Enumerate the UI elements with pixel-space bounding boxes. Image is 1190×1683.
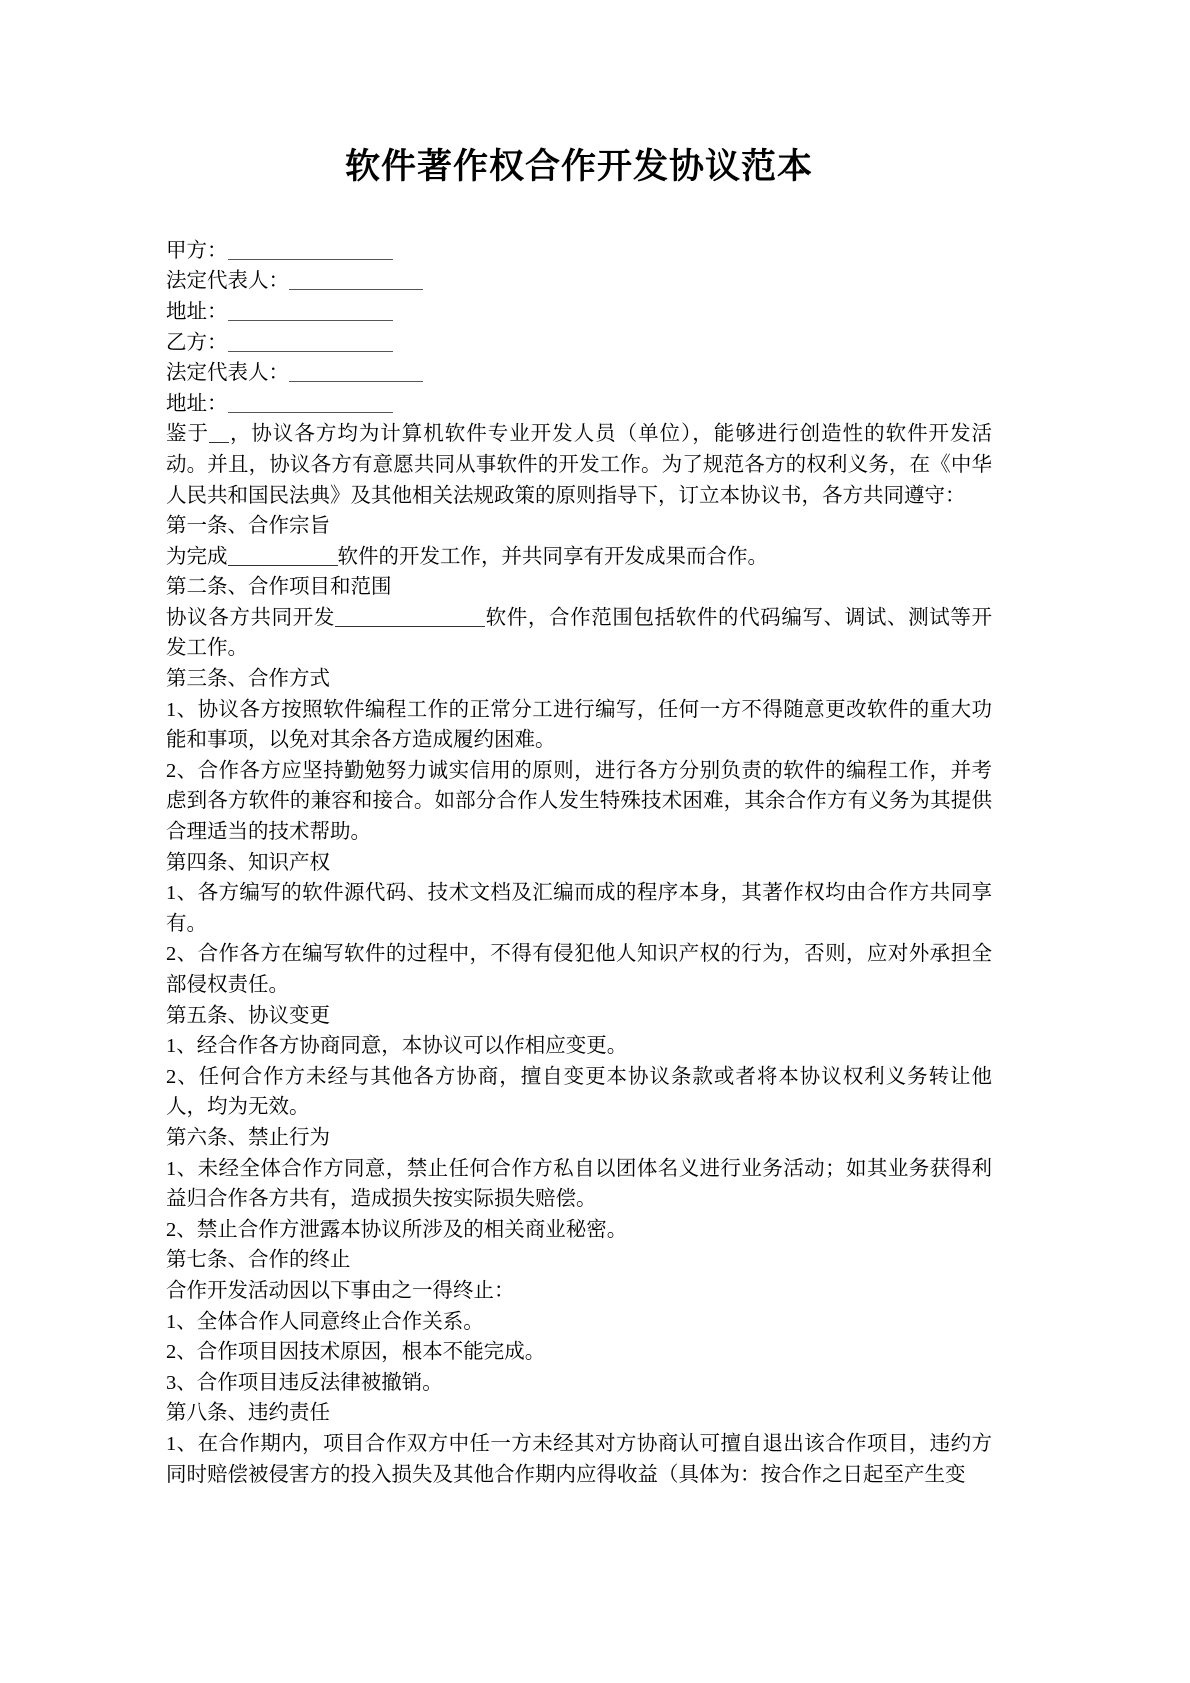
article-heading-4: 第四条、知识产权 — [166, 851, 330, 874]
article-2-software-name-blank[interactable] — [335, 610, 485, 627]
article-2-item-1-before: 协议各方共同开发 — [166, 606, 335, 629]
address-b-blank[interactable] — [228, 396, 393, 413]
party-line-party-b — [166, 328, 992, 359]
article-7-item-3: 3、合作项目违反法律被撤销。 — [166, 1371, 443, 1394]
article-1-software-name-blank[interactable] — [228, 549, 338, 566]
article-heading-5: 第五条、协议变更 — [166, 1004, 330, 1027]
article-heading-2: 第二条、合作项目和范围 — [166, 576, 392, 599]
article-1-item-1-after: 软件的开发工作，并共同享有开发成果而合作。 — [337, 545, 768, 568]
party-line-legal-rep-b — [166, 358, 992, 389]
preamble-lead: 鉴于 — [166, 423, 209, 446]
preamble-rest: ，协议各方均为计算机软件专业开发人员（单位），能够进行创造性的软件开发活动。并且，协议各方有意愿共同从事软件的开发工作。为了规范各方的权利义务，在《中华人民共和国民法典》及其他相关法规政策的原则指导下，订立本协议书，各方共同遵守： — [166, 423, 993, 507]
article-7-item-1: 1、全体合作人同意终止合作关系。 — [166, 1310, 484, 1333]
document-body — [166, 419, 992, 1490]
article-3-item-2: 2、合作各方应坚持勤勉努力诚实信用的原则，进行各方分别负责的软件的编程工作，并考虑到各方软件的兼容和接合。如部分合作人发生特殊技术困难，其余合作方有义务为其提供合理适当的技术帮助。 — [166, 759, 992, 844]
address-a-blank[interactable] — [228, 304, 393, 321]
article-3-item-1: 1、协议各方按照软件编程工作的正常分工进行编写，任何一方不得随意更改软件的重大功能和事项，以免对其余各方造成履约困难。 — [166, 698, 992, 752]
party-information-block — [166, 236, 992, 420]
party-a-blank[interactable] — [228, 243, 393, 260]
article-8-item-1: 1、在合作期内，项目合作双方中任一方未经其对方协商认可擅自退出该合作项目，违约方同时赔偿被侵害方的投入损失及其他合作期内应得收益（具体为：按合作之日起至产生变 — [166, 1432, 992, 1486]
article-4-item-1: 1、各方编写的软件源代码、技术文档及汇编而成的程序本身，其著作权均由合作方共同享有。 — [166, 882, 992, 935]
party-line-address-b — [166, 389, 992, 420]
article-7-intro: 合作开发活动因以下事由之一得终止： — [166, 1279, 515, 1302]
party-line-legal-rep-a — [166, 266, 992, 297]
article-2-item-1-after: 软件，合作范围包括软件的代码编写、调试、测试等开发工作。 — [166, 606, 992, 660]
legal-rep-a-label: 法定代表人： — [166, 270, 289, 293]
legal-rep-b-blank[interactable] — [289, 365, 423, 382]
article-6-item-1: 1、未经全体合作方同意，禁止任何合作方私自以团体名义进行业务活动；如其业务获得利益归合作各方共有，造成损失按实际损失赔偿。 — [166, 1157, 992, 1211]
title-spacer — [166, 189, 992, 236]
article-heading-6: 第六条、禁止行为 — [166, 1126, 330, 1149]
page-title: 软件著作权合作开发协议范本 — [344, 147, 813, 186]
article-1-item-1 — [166, 542, 992, 573]
legal-rep-b-label: 法定代表人： — [166, 362, 289, 385]
article-7-item-2: 2、合作项目因技术原因，根本不能完成。 — [166, 1341, 546, 1364]
party-b-blank[interactable] — [228, 335, 393, 352]
article-2-item-1 — [166, 603, 992, 664]
article-1-item-1-before: 为完成 — [166, 545, 228, 568]
party-a-label: 甲方： — [166, 239, 228, 262]
article-5-item-2: 2、任何合作方未经与其他各方协商，擅自变更本协议条款或者将本协议权利义务转让他人，均为无效。 — [166, 1065, 992, 1119]
legal-rep-a-blank[interactable] — [289, 273, 423, 290]
preamble-paragraph — [166, 419, 992, 511]
document-content — [166, 0, 992, 1490]
article-heading-7: 第七条、合作的终止 — [166, 1249, 351, 1272]
article-5-item-1: 1、经合作各方协商同意，本协议可以作相应变更。 — [166, 1035, 628, 1058]
address-a-label: 地址： — [166, 300, 228, 323]
party-line-address-a — [166, 297, 992, 328]
article-4-item-2: 2、合作各方在编写软件的过程中，不得有侵犯他人知识产权的行为，否则，应对外承担全部侵权责任。 — [166, 943, 992, 996]
article-heading-1: 第一条、合作宗旨 — [166, 515, 330, 538]
article-heading-3: 第三条、合作方式 — [166, 668, 330, 691]
preamble-blank[interactable] — [209, 426, 229, 443]
party-b-label: 乙方： — [166, 331, 228, 354]
party-line-party-a — [166, 236, 992, 267]
article-6-item-2: 2、禁止合作方泄露本协议所涉及的相关商业秘密。 — [166, 1218, 628, 1241]
address-b-label: 地址： — [166, 392, 228, 415]
article-heading-8: 第八条、违约责任 — [166, 1402, 330, 1425]
